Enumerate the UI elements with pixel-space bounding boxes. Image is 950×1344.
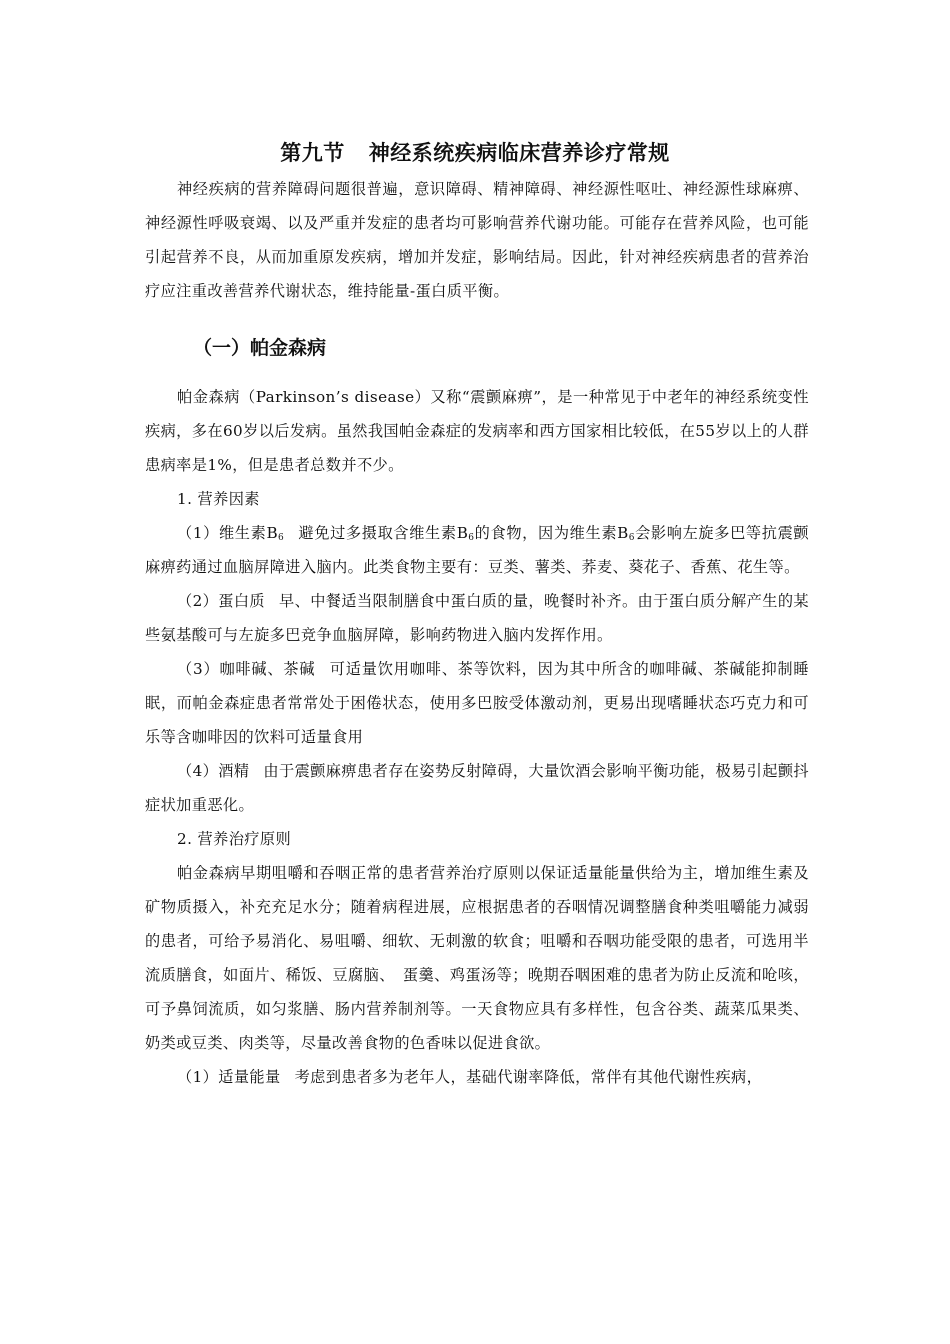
intro-paragraph: 神经疾病的营养障碍问题很普遍，意识障碍、精神障碍、神经源性呕吐、神经源性球麻痹、神经源性呼吸衰竭、以及严重并发症的患者均可影响营养代谢功能。可能存在营养风险，也可能引起营养不良，从而加重原发疾病，增加并发症，影响结局。因此，针对神经疾病患者的营养治疗应注重改善营养代谢状态，维持能量-蛋白质平衡。 — [145, 180, 809, 300]
b6-subscript: 6 — [468, 533, 475, 543]
b6-letter: B — [456, 524, 469, 542]
protein-paragraph — [145, 584, 809, 652]
treatment-principles-paragraph: 帕金森病早期咀嚼和吞咽正常的患者营养治疗原则以保证适量能量供给为主，增加维生素及矿物质摄入，补充充足水分；随着病程进展，应根据患者的吞咽情况调整膳食种类咀嚼能力减弱的患者，可给予易消化、易咀嚼、细软、无刺激的软食；咀嚼和吞咽功能受限的患者，可选用半流质膳食，如面片、稀饭、豆腐脑、 蛋羹、鸡蛋汤等；晚期吞咽困难的患者为防止反流和呛咳，可予鼻饲流质，如匀浆膳、肠内营养制剂等。一天食物应具有多样性，包含谷类、蔬菜瓜果类、奶类或豆类、肉类等，尽量改善食物的色香味以促进食欲。 — [145, 864, 809, 1052]
alcohol-text: 由于震颤麻痹患者存在姿势反射障碍，大量饮酒会影响平衡功能，极易引起颤抖症状加重恶化。 — [145, 762, 809, 814]
caffeine-text: 可适量饮用咖啡、茶等饮料，因为其中所含的咖啡碱、茶碱能抑制睡眠，而帕金森症患者常常处于困倦状态，使用多巴胺受体激动剂，更易出现嗜睡状态巧克力和可乐等含咖啡因的饮料可适量食用 — [145, 660, 810, 746]
page-title — [0, 138, 950, 168]
vitamin-b6-text-2: 的食物，因为维生素 — [474, 524, 618, 542]
b6-subscript: 6 — [628, 533, 635, 543]
section-number: 第九节 — [280, 141, 345, 165]
treatment-principles-heading: 2. 营养治疗原则 — [177, 830, 292, 848]
vitamin-b6-label: （1）维生素 — [177, 524, 267, 542]
alcohol-label: （4）酒精 — [177, 762, 250, 780]
intro-block — [145, 172, 809, 308]
protein-label: （2）蛋白质 — [177, 592, 266, 610]
section-title: 神经系统疾病临床营养诊疗常规 — [368, 141, 670, 165]
parkinson-intro-paragraph: 帕金森病（Parkinson’s disease）又称“震颤麻痹”，是一种常见于中老年的神经系统变性疾病，多在60岁以后发病。虽然我国帕金森症的发病率和西方国家相比较低，在55岁以上的人群患病率是1%，但是患者总数并不少。 — [145, 388, 809, 474]
b6-subscript: 6 — [278, 533, 285, 543]
energy-paragraph — [145, 1060, 809, 1094]
energy-label: （1）适量能量 — [177, 1068, 281, 1086]
protein-text: 早、中餐适当限制膳食中蛋白质的量，晚餐时补齐。由于蛋白质分解产生的某些氨基酸可与左旋多巴竞争血脑屏障，影响药物进入脑内发挥作用。 — [145, 592, 809, 644]
caffeine-label: （3）咖啡碱、茶碱 — [177, 660, 316, 678]
section-heading-parkinson: （一）帕金森病 — [193, 337, 327, 359]
alcohol-paragraph — [145, 754, 809, 822]
energy-text: 考虑到患者多为老年人，基础代谢率降低，常伴有其他代谢性疾病， — [294, 1068, 763, 1086]
nutrition-factors-heading: 1. 营养因素 — [177, 490, 260, 508]
b6-letter: B — [617, 524, 629, 542]
caffeine-paragraph — [145, 652, 809, 754]
b6-letter: B — [266, 524, 279, 542]
parkinson-block — [145, 380, 809, 1094]
vitamin-b6-text-3: 会影响左旋多巴等抗震颤麻痹药通过血脑屏障进入脑内。此类食物主要有：豆类、薯类、荞麦、葵花子、香蕉、花生等。 — [145, 524, 809, 576]
vitamin-b6-paragraph — [145, 516, 809, 584]
vitamin-b6-text-1: 避免过多摄取含维生素 — [298, 524, 457, 542]
